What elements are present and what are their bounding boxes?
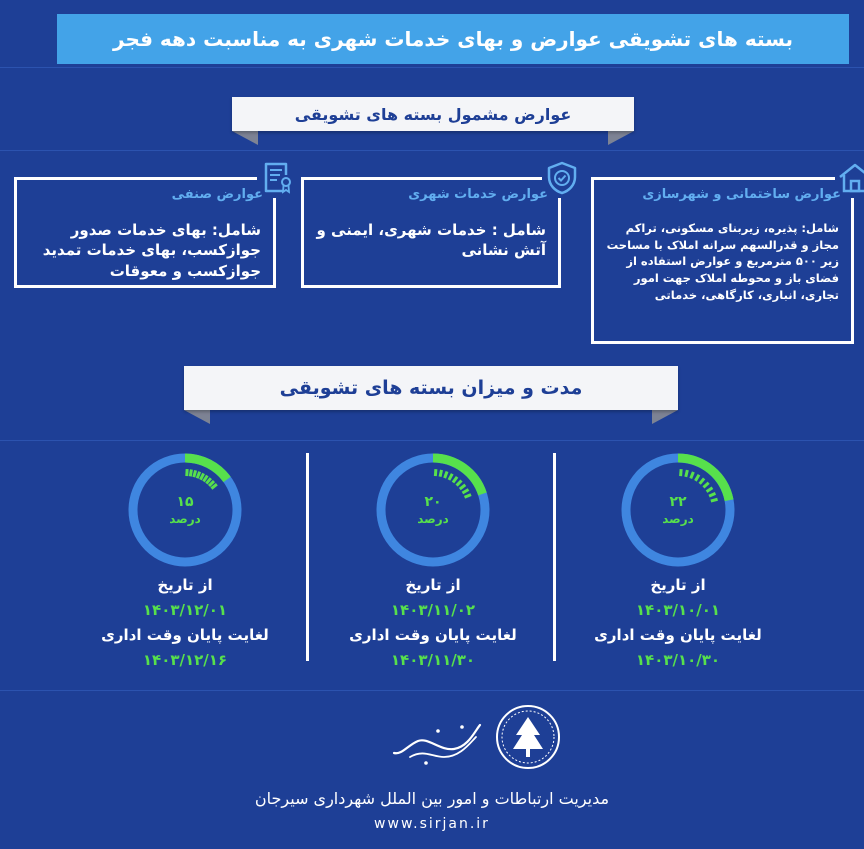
- category-title: عوارض صنفی: [171, 187, 263, 202]
- category-card-trade: [14, 177, 276, 288]
- ribbon-label: عوارض مشمول بسته های تشویقی: [232, 97, 634, 131]
- bg-line: [0, 440, 864, 441]
- website-link[interactable]: www.sirjan.ir: [374, 816, 490, 832]
- category-card-construction: [591, 177, 854, 344]
- bg-line: [0, 690, 864, 691]
- from-label: از تاریخ: [157, 576, 213, 594]
- to-date: ۱۴۰۳/۱۲/۱۶: [142, 651, 228, 669]
- discount-gauge-22: [620, 452, 736, 568]
- discount-gauge-20: [375, 452, 491, 568]
- ribbon-fold: [232, 131, 258, 145]
- package-dates-1: [578, 573, 778, 673]
- to-label: لغایت پایان وقت اداری: [594, 626, 762, 644]
- discount-percent: ۲۰: [424, 494, 442, 510]
- ribbon-label: مدت و میزان بسته های تشویقی: [184, 366, 678, 410]
- category-description: شامل : خدمات شهری، ایمنی و آتش نشانی: [316, 221, 546, 260]
- from-date: ۱۴۰۳/۱۲/۰۱: [142, 601, 228, 619]
- column-divider: [553, 453, 556, 661]
- discount-gauge-15: [127, 452, 243, 568]
- bg-line: [0, 67, 864, 68]
- percent-unit: درصد: [417, 512, 449, 526]
- category-title: عوارض ساختمانی و شهرسازی: [642, 187, 841, 202]
- page-title: بسته های تشویقی عوارض و بهای خدمات شهری به مناسبت دهه فجر: [57, 14, 849, 64]
- from-label: از تاریخ: [405, 576, 461, 594]
- ribbon-fold: [652, 410, 678, 424]
- package-dates-2: [333, 573, 533, 673]
- section-ribbon-duration: [184, 366, 678, 410]
- from-label: از تاریخ: [650, 576, 706, 594]
- ribbon-fold: [608, 131, 634, 145]
- section-ribbon-covered-fees: [232, 97, 634, 131]
- bg-line: [0, 150, 864, 151]
- category-description: شامل: بهای خدمات صدور جوازکسب، بهای خدمات تمدید جوازکسب و معوقات: [42, 221, 261, 280]
- ribbon-fold: [184, 410, 210, 424]
- discount-percent: ۱۵: [176, 494, 194, 510]
- category-title: عوارض خدمات شهری: [408, 187, 548, 202]
- certificate-icon: [257, 158, 297, 198]
- percent-unit: درصد: [169, 512, 201, 526]
- to-date: ۱۴۰۳/۱۰/۳۰: [635, 651, 721, 669]
- footer-organization: مدیریت ارتباطات و امور بین الملل شهرداری سیرجان: [254, 789, 610, 808]
- from-date: ۱۴۰۳/۱۰/۰۱: [635, 601, 721, 619]
- percent-unit: درصد: [662, 512, 694, 526]
- shield-check-icon: [542, 158, 582, 198]
- package-dates-3: [85, 573, 285, 673]
- category-description: شامل: پذیره، زیربنای مسکونی، تراکم مجاز و قدرالسهم سرانه املاک با مساحت زیر ۵۰۰ مترمربع و عوارض استفاده از فضای باز و محوطه املاک جهت امور تجاری، انباری، کارگاهی، خدماتی: [606, 221, 839, 302]
- municipality-logo: [380, 697, 580, 777]
- to-label: لغایت پایان وقت اداری: [349, 626, 517, 644]
- column-divider: [306, 453, 309, 661]
- to-date: ۱۴۰۳/۱۱/۳۰: [390, 651, 476, 669]
- discount-percent: ۲۲: [669, 494, 687, 510]
- from-date: ۱۴۰۳/۱۱/۰۲: [390, 601, 476, 619]
- category-card-city-services: [301, 177, 561, 288]
- to-label: لغایت پایان وقت اداری: [101, 626, 269, 644]
